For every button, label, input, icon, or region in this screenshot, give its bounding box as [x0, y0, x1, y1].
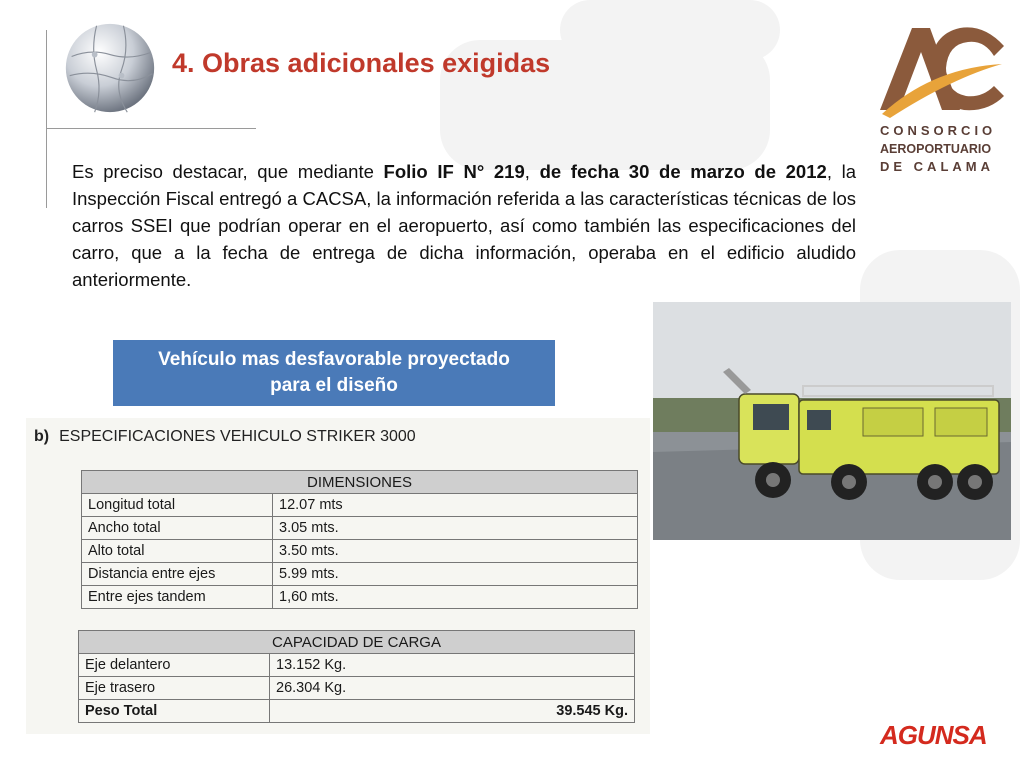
dim-value: 12.07 mts — [273, 494, 638, 517]
cap-value: 13.152 Kg. — [270, 654, 635, 677]
body-bold-date: de fecha 30 de marzo de 2012 — [539, 161, 827, 182]
fire-truck-photo — [653, 302, 1011, 540]
callout-line-2: para el diseño — [270, 375, 398, 396]
background-shape — [560, 0, 780, 60]
table-row — [82, 586, 638, 609]
table-row — [79, 700, 635, 723]
capacity-table — [78, 630, 635, 723]
body-paragraph — [72, 158, 856, 293]
dimensions-header: DIMENSIONES — [82, 471, 638, 494]
total-value: 39.545 Kg. — [270, 700, 635, 723]
dim-label: Distancia entre ejes — [82, 563, 273, 586]
callout-box — [113, 340, 555, 406]
body-text-3: , la Inspección Fiscal entregó a CACSA, la información referida a las características técnicas de los carros SSEI que podrían operar en el aeropuerto, así como también las especificaciones del carro, que a la fecha de entrega de dicha información, operaba en el edificio aludido anteriormente. — [72, 161, 857, 290]
callout-line-1: Vehículo mas desfavorable proyectado — [158, 349, 510, 370]
dim-label: Longitud total — [82, 494, 273, 517]
agunsa-logo: AGUNSA — [880, 720, 987, 750]
dim-label: Entre ejes tandem — [82, 586, 273, 609]
dim-value: 3.50 mts. — [273, 540, 638, 563]
logo-line-2: AEROPORTUARIO — [880, 142, 992, 156]
dim-label: Alto total — [82, 540, 273, 563]
body-text-2: , — [524, 161, 540, 182]
page-title: 4. Obras adicionales exigidas — [172, 48, 551, 78]
puzzle-globe-icon — [62, 20, 158, 116]
spec-title: ESPECIFICACIONES VEHICULO STRIKER 3000 — [59, 428, 416, 445]
dimensions-table — [81, 470, 638, 609]
table-row — [79, 654, 635, 677]
dim-label: Ancho total — [82, 517, 273, 540]
table-row — [79, 677, 635, 700]
divider-horizontal — [46, 128, 256, 129]
spec-sheet — [26, 418, 650, 734]
table-row — [82, 517, 638, 540]
dim-value: 3.05 mts. — [273, 517, 638, 540]
spec-heading — [34, 428, 416, 446]
table-row — [82, 540, 638, 563]
body-text-1: Es preciso destacar, que mediante — [72, 161, 384, 182]
capacity-header: CAPACIDAD DE CARGA — [79, 631, 635, 654]
body-bold-folio: Folio IF N° 219 — [383, 161, 525, 182]
table-row — [82, 494, 638, 517]
logo-text — [880, 122, 996, 176]
spec-prefix: b) — [34, 428, 50, 445]
cap-value: 26.304 Kg. — [270, 677, 635, 700]
logo-line-3: DE CALAMA — [880, 159, 994, 174]
total-label: Peso Total — [79, 700, 270, 723]
cap-label: Eje delantero — [79, 654, 270, 677]
logo-line-1: CONSORCIO — [880, 123, 997, 138]
divider-vertical — [46, 30, 47, 208]
cap-label: Eje trasero — [79, 677, 270, 700]
dim-value: 5.99 mts. — [273, 563, 638, 586]
dim-value: 1,60 mts. — [273, 586, 638, 609]
table-row — [82, 563, 638, 586]
